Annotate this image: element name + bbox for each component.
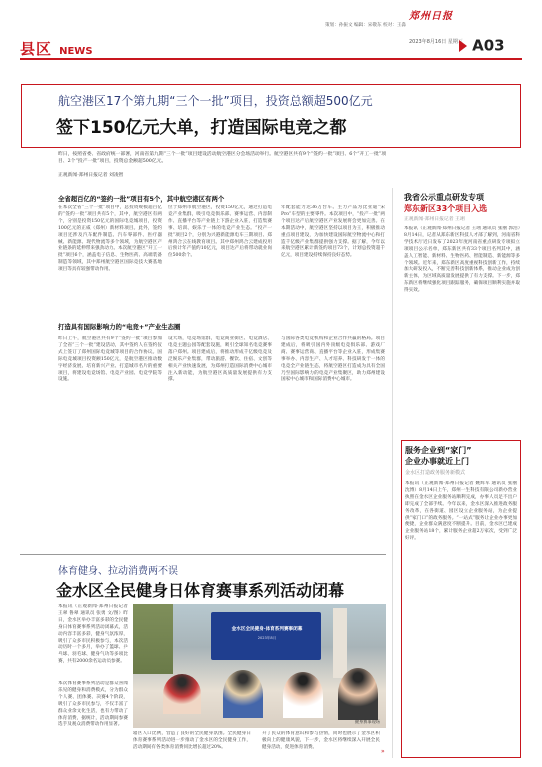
editor-line: 策划：孙振文 编辑：宋敬东 校对：王淼 [325,23,407,28]
article3-col1: 本报讯（正观新闻·郑州日报记者 王翠 鲁翠 通讯员 张勇 文/图）昨日，金水区举办丰富多彩的全民健身日体育赛事系列活动闭幕式，活动内容丰富多彩，健身气氛浓厚，吸引了众多市民积极参与，本次活动历时一个多月，举办了篮球、乒乓球、羽毛球、健身气功等多项比赛，共有2000余名运动员参赛。 [58,604,128,665]
article2-col2: 设大场，电竞场馆群，电竞商业街区、电竞酒店、电竞主题公园等配套设施，吸引全球知名电竞赛事落户郑州。项目建成后，将推动形成千亿级电竞及泛娱乐产业集群，带动旅游、餐饮、住宿、文创等相关产业快速发展，为郑州打造国际消费中心城市注入新动能，为航空港区高质量发展提供有力支撑。 [168,336,272,383]
page-code-badge [459,35,505,55]
photo-pillar [333,608,347,678]
sidebar-box-subtitle: 金水区打造政务服务新模式 [405,470,466,476]
sidebar-title-1: 我省公示重点研发专项 [404,193,484,202]
masthead-rule [20,58,522,60]
photo-crowd-1 [163,674,201,714]
headline-kicker: 航空港区17个第九期“三个一批”项目，投资总额超500亿元 [58,94,373,108]
section-title: 县区 [20,40,53,58]
continue-chevron-icon: » [381,748,385,755]
headline-lead: 昨日，按照省委、省政府统一部署，河南省第九期“三个一批”项目建设活动航空港区分会场活动举行。航空港区共有9个“签约一批”项目、6个“开工一批”项目、2个“投产一批”项目，投资总金额超500亿元。 [58,152,386,164]
article1-col1: 在本次全省“三个一批”项目中，总投资规模超百亿的“签约一批”项目共有5个，其中，航空港区有两个，分别是投资150亿元的国际电竞城项目，投资100亿元的正威（郑州）新材料项目。此外，签约项目还涉及汽车配件制造、汽车零部件、医疗器械、新能源、现代物流等多个领域，为航空港区产业链条的延伸带来强劲动力。本次航空港区“开工一批”项目6个，涵盖电子信息、生物医药、高端装备制造等领域，其中郑州航空港区国际竞技大赛基地项目等具有较强带动作用。 [58,205,162,273]
photo-banner-text: 金水区全民健身·体育系列赛事闭幕 [231,627,303,632]
sidebar-title-2: 郑东新区33个项目入选 [404,204,488,213]
section-subtitle: NEWS [59,46,93,57]
photo-banner-sub: 2023年8月 [257,636,277,640]
article1-col3: 年配套能力达36万台车。主力产品为比亚迪“宋Pro”车型的主要零件。本次项目中，“投产一批”两个项目达产后航空港区产业发展将会更加完善。在本期活动中，航空港区坚持以项目为王，积极推动重点项目建设，为加快建设国际航空物流中心和打造千亿级产业集群提供强力支撑。据了解，今年以来航空港区累计新签约项目73个，计划总投资超千亿元，项目建设持续保持良好态势。 [281,205,385,259]
article2-col3: 与国际各类电竞机构和企业合作共赢的格局。项目建成后，将吸引国内外顶级电竞俱乐部、游戏厂商、赛事运营商、直播平台等企业入驻，形成集赛事举办、内容生产、人才培养、科技研发于一体的电竞全产业链生态，将航空港区打造成为具有全国乃至国际影响力的电竞产业集聚区，助力郑州建设国家中心城市和国际消费中心城市。 [281,336,385,383]
section-tag [20,38,93,58]
paper-logo: 郑州日报 [409,11,453,22]
article3-top-rule [20,554,386,555]
article3-kicker: 体育健身、拉动消费两不误 [58,566,178,577]
photo-crowd-4 [338,668,378,720]
sidebar-box-text: 本报讯（正观新闻·郑州日报记者 姚辉军 通讯员 张丽 沈博）8月14日上午，郑州一生科技有限公司新办营业执照在金水区企业服务站顺利完成，办事人员足不出户即完成了全部手续。今年以来，金水区深入推进政务服务改革，在各街道、园区设立企业服务站，为企业提供“家门口”的政务服务。“一站式”服务让企业办事更加便捷，企业群众满意度不断提升。目前，金水区已建成企业服务站18个，累计服务企业超2万家次，受到广泛好评。 [405,481,517,542]
article3-col2: 本次体育赛事系列活动是群众喜闻乐见的健身和消费模式，分为群众个人赛、团体赛、决赛4个阶段，吸引了众多市民参与，不仅丰富了群众业余文化生活，也有力带动了体育消费，据统计，活动期间参赛选手及观众消费带动作用显著。 [58,681,128,728]
article3-col4: 升了民众的体育意识和参与热情，同时也展示了金水区积极向上的健康风貌，下一步，金水区将继续深入开展全民健身活动，促进体育消费。 [262,731,380,750]
sidebar-text: 本报讯（正观新闻·郑州日报记者 王翊 通讯员 张丽 郭浩）8月14日，记者从郑东新区科技人才部了解到，河南省科学技术厅近日发布了2023年度河南省重点研发专项拟立项项目公示名单，郑东新区共有33个项目名列其中，涵盖人工智能、新材料、生物医药、智能制造、新能源等多个领域。近年来，郑东新区高度重视科技创新工作，持续加大研发投入，不断完善科技创新体系，推动企业成为创新主体，为区域高质量发展提供了有力支撑。下一步，郑东新区将继续强化项目跟踪服务，确保项目顺利实施并取得实效。 [404,226,520,294]
headline-byline: 正观新闻·郑州日报记者 刘凌智 [58,173,124,178]
photo-crowd-2 [223,670,263,718]
article2-col1: 昨日上午，航空港区共有9个“签约一批”项目参加了全省“三个一批”建设活动，其中签约人在签约仪式上签订了郑州国际电竞城等项目的合作协议。国际电竞城项目投资额150亿元，是航空港区推动数字经济发展、培育新兴产业、打造城市名片的重要项目，将建设电竞场馆、电竞产业园、电竞学院等设施。 [58,336,162,383]
photo-caption: 健身赛事现场 [354,719,380,724]
article2-subhead: 打造具有国际影响力的“电竞+”产业生态圈 [58,323,181,331]
date-line: 2023年8月16日 星期三 [409,39,463,45]
photo-tree-left [133,604,173,674]
sidebar-rule [392,188,393,758]
sidebar-box-title-2: 企业办事就近上门 [405,457,469,466]
article3-photo [133,604,386,728]
sidebar-box-title-1: 服务企业到“家门” [405,446,472,455]
headline-main: 签下150亿元大单，打造国际电竞之都 [56,118,347,138]
article3-headline: 金水区全民健身日体育赛事系列活动闭幕 [56,581,345,600]
sidebar-byline: 正观新闻·郑州日报记者 王翊 [404,217,465,222]
article3-col3: 辖区人口比例，营造了良好的全民健身氛围。全民健身日体育赛事系列活动进一步推动了金水区的全民健身工作，活动期间有各类体育消费同比增长超过20%。 [133,731,251,750]
page-code-arrow-icon [459,40,467,52]
page-code: A03 [472,36,505,55]
article1-col2: 位于郑州市航空港区，投资150亿元，通过打造电竞产业集群，吸引电竞俱乐部、赛事运营、内容制作、直播平台等产业链上下游企业入驻，打造集赛事、培训、娱乐于一体的电竞产业生态。“投产一批”项目2个，分别为兴港新能源电车三期项目、郑州鸿合云在线教育项目。其中郑州鸿合云建成投用后预计年产值约10亿元，项目达产后将带动就业岗位500余个。 [168,205,272,259]
article1-subhead: 全省超百亿的“签约一批”项目有5个，其中航空港区有两个 [58,195,225,203]
photo-crowd-3 [283,672,323,718]
